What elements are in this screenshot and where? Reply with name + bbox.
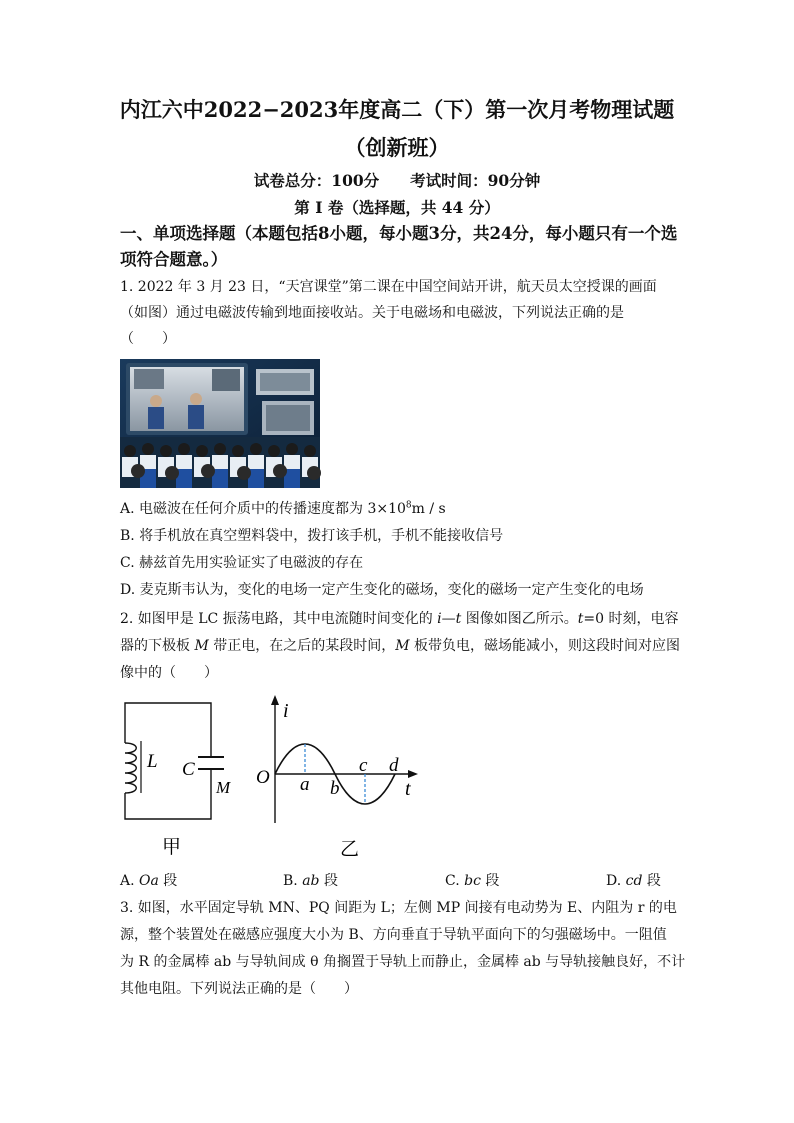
q3-line2: 源，整个装置处在磁感应强度大小为 B、方向垂直于导轨平面向下的匀强磁场中。一阻值 bbox=[120, 927, 667, 943]
q2-option-b-letter: B. bbox=[283, 873, 303, 889]
q3-line3: 为 R 的金属棒 ab 与导轨间成 θ 角搁置于导轨上而静止，金属棒 ab 与导轨接触良好，不计 bbox=[120, 954, 686, 970]
q3-line1: 3. 如图，水平固定导轨 MN、PQ 间距为 L；左侧 MP 间接有电动势为 E、内阻为 r 的电 bbox=[120, 900, 677, 916]
graph-label-i: i bbox=[283, 700, 289, 722]
q2-option-c bbox=[445, 870, 499, 890]
q2-option-c-suffix: 段 bbox=[480, 873, 500, 889]
inductor-coil bbox=[125, 743, 136, 793]
q1-option-a-text: A. 电磁波在任何介质中的传播速度都为 3×10 bbox=[120, 501, 406, 517]
q2-option-a-var: Oa bbox=[139, 873, 159, 889]
circuit-top-wire bbox=[125, 703, 211, 757]
q2-line2-text-b: 带正电，在之后的某段时间， bbox=[208, 638, 396, 654]
q2-line2-text-a: 器的下极板 bbox=[120, 638, 195, 654]
q1-option-c: C. 赫兹首先用实验证实了电磁波的存在 bbox=[120, 555, 364, 571]
q2-option-d-suffix: 段 bbox=[642, 873, 661, 889]
i-axis-arrow bbox=[271, 695, 279, 705]
q1-line1: 1. 2022 年 3 月 23 日，“天宫课堂”第二课在中国空间站开讲，航天员太空授课的画面 bbox=[120, 279, 657, 295]
q2-option-a-letter: A. bbox=[120, 873, 140, 889]
figure-jia-caption: 甲 bbox=[162, 836, 182, 858]
exam-subtitle: （创新班） bbox=[344, 135, 450, 160]
q2-line1 bbox=[120, 606, 680, 632]
graph-label-d: d bbox=[389, 755, 399, 776]
q1-line2: （如图）通过电磁波传输到地面接收站。关于电磁场和电磁波，下列说法正确的是 bbox=[120, 305, 624, 321]
q2-line2-text-c: 板带负电，磁场能减小，则这段时间对应图 bbox=[409, 638, 681, 654]
q2-option-c-letter: C. bbox=[445, 873, 465, 889]
q2-line1-var-t: t bbox=[577, 611, 584, 627]
q1-option-a bbox=[120, 498, 446, 518]
q2-line1-text-a: 2. 如图甲是 LC 振荡电路，其中电流随时间变化的 bbox=[120, 611, 438, 627]
plate-m-label: M bbox=[216, 778, 231, 797]
exam-info: 试卷总分：100分 考试时间：90分钟 bbox=[253, 171, 541, 190]
lc-circuit-diagram bbox=[114, 695, 231, 865]
q2-option-c-var: bc bbox=[464, 873, 481, 889]
q1-option-d: D. 麦克斯韦认为，变化的电场一定产生变化的磁场，变化的磁场一定产生变化的电场 bbox=[120, 582, 644, 598]
part-title: 第 I 卷（选择题，共 44 分） bbox=[294, 198, 500, 217]
graph-label-b: b bbox=[330, 778, 340, 799]
exam-title: 内江六中2022−2023年度高二（下）第一次月考物理试题 bbox=[119, 97, 675, 122]
q3-line4: 其他电阻。下列说法正确的是（ ） bbox=[120, 981, 358, 997]
graph-label-t: t bbox=[405, 778, 411, 800]
circuit-bottom-wire bbox=[125, 769, 211, 819]
q1-option-b: B. 将手机放在真空塑料袋中，拨打该手机，手机不能接收信号 bbox=[120, 528, 504, 544]
t-axis-arrow bbox=[408, 770, 418, 778]
q2-option-a-suffix: 段 bbox=[158, 873, 178, 889]
q2-line1-var-it: i—t bbox=[437, 611, 462, 627]
q1-line3: （ ） bbox=[120, 331, 176, 347]
figure-yi-caption: 乙 bbox=[340, 838, 360, 860]
graph-label-c: c bbox=[359, 755, 368, 776]
q2-option-b-var: ab bbox=[302, 873, 320, 889]
section-heading-line1: 一、单项选择题（本题包括8小题，每小题3分，共24分，每小题只有一个选 bbox=[120, 224, 678, 243]
q2-option-b-suffix: 段 bbox=[319, 873, 338, 889]
section-heading-line2: 项符合题意。） bbox=[120, 250, 228, 269]
q2-option-d-letter: D. bbox=[606, 873, 626, 889]
q2-option-b bbox=[283, 870, 338, 890]
current-time-graph bbox=[250, 693, 425, 865]
section-heading bbox=[120, 221, 680, 273]
inductor-label: L bbox=[147, 751, 158, 772]
q2-line1-text-c: =0 时刻，电容 bbox=[583, 611, 679, 627]
tiangong-classroom-photo bbox=[120, 359, 320, 488]
q2-line2 bbox=[120, 633, 680, 659]
q2-line3: 像中的（ ） bbox=[120, 665, 218, 681]
q1-option-a-unit: m / s bbox=[411, 501, 446, 517]
graph-label-origin: O bbox=[256, 767, 270, 788]
graph-label-a: a bbox=[300, 774, 310, 795]
q2-option-a bbox=[120, 870, 177, 890]
q2-line2-var-m2: M bbox=[395, 638, 410, 654]
capacitor-label: C bbox=[182, 759, 195, 780]
q1-option-a-exponent: 8 bbox=[405, 500, 412, 511]
q2-option-d-var: cd bbox=[625, 873, 643, 889]
q2-line2-var-m1: M bbox=[194, 638, 209, 654]
q2-option-d bbox=[606, 870, 661, 890]
q2-line1-text-b: 图像如图乙所示。 bbox=[461, 611, 578, 627]
